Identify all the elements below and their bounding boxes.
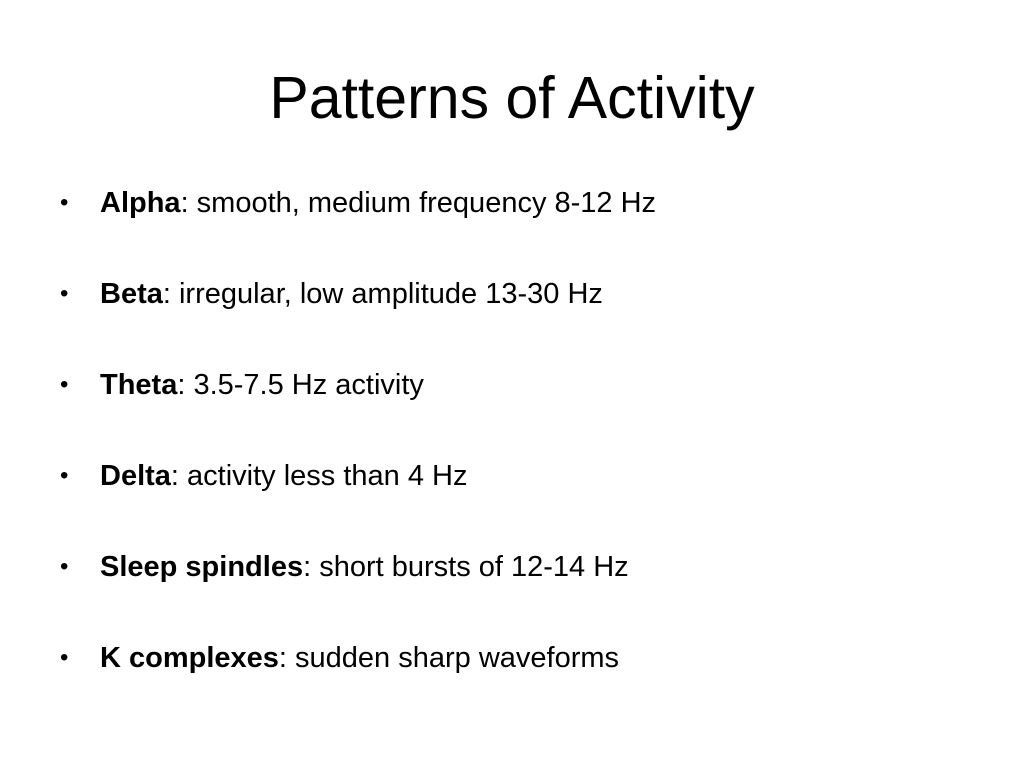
bullet-item-beta <box>60 267 980 358</box>
bullet-icon: • <box>60 644 69 671</box>
bullet-description: : short bursts of 12-14 Hz <box>303 551 629 583</box>
bullet-item-sleep-spindles <box>60 540 980 631</box>
bullet-item-delta <box>60 449 980 540</box>
bullet-text <box>100 176 656 230</box>
bullet-text <box>100 358 424 412</box>
bullet-description: : irregular, low amplitude 13-30 Hz <box>162 278 603 310</box>
bullet-item-alpha <box>60 176 980 267</box>
bullet-text <box>100 267 603 321</box>
bullet-list <box>60 176 980 722</box>
bullet-description: : activity less than 4 Hz <box>170 460 468 492</box>
slide-title: Patterns of Activity <box>269 65 755 131</box>
bullet-term: K complexes <box>100 642 279 674</box>
bullet-icon: • <box>60 462 69 489</box>
bullet-icon: • <box>60 553 69 580</box>
bullet-term: Delta <box>100 460 171 492</box>
bullet-icon: • <box>60 280 69 307</box>
bullet-term: Alpha <box>100 187 181 219</box>
bullet-text <box>100 540 629 594</box>
bullet-text <box>100 449 467 503</box>
bullet-term: Beta <box>100 278 163 310</box>
bullet-icon: • <box>60 371 69 398</box>
bullet-description: : sudden sharp waveforms <box>278 642 620 674</box>
bullet-item-k-complexes <box>60 631 980 722</box>
bullet-term: Theta <box>100 369 178 401</box>
bullet-icon: • <box>60 189 69 216</box>
bullet-text <box>100 631 619 685</box>
bullet-description: : smooth, medium frequency 8-12 Hz <box>180 187 657 219</box>
bullet-item-theta <box>60 358 980 449</box>
bullet-term: Sleep spindles <box>100 551 304 583</box>
bullet-description: : 3.5-7.5 Hz activity <box>177 369 424 401</box>
